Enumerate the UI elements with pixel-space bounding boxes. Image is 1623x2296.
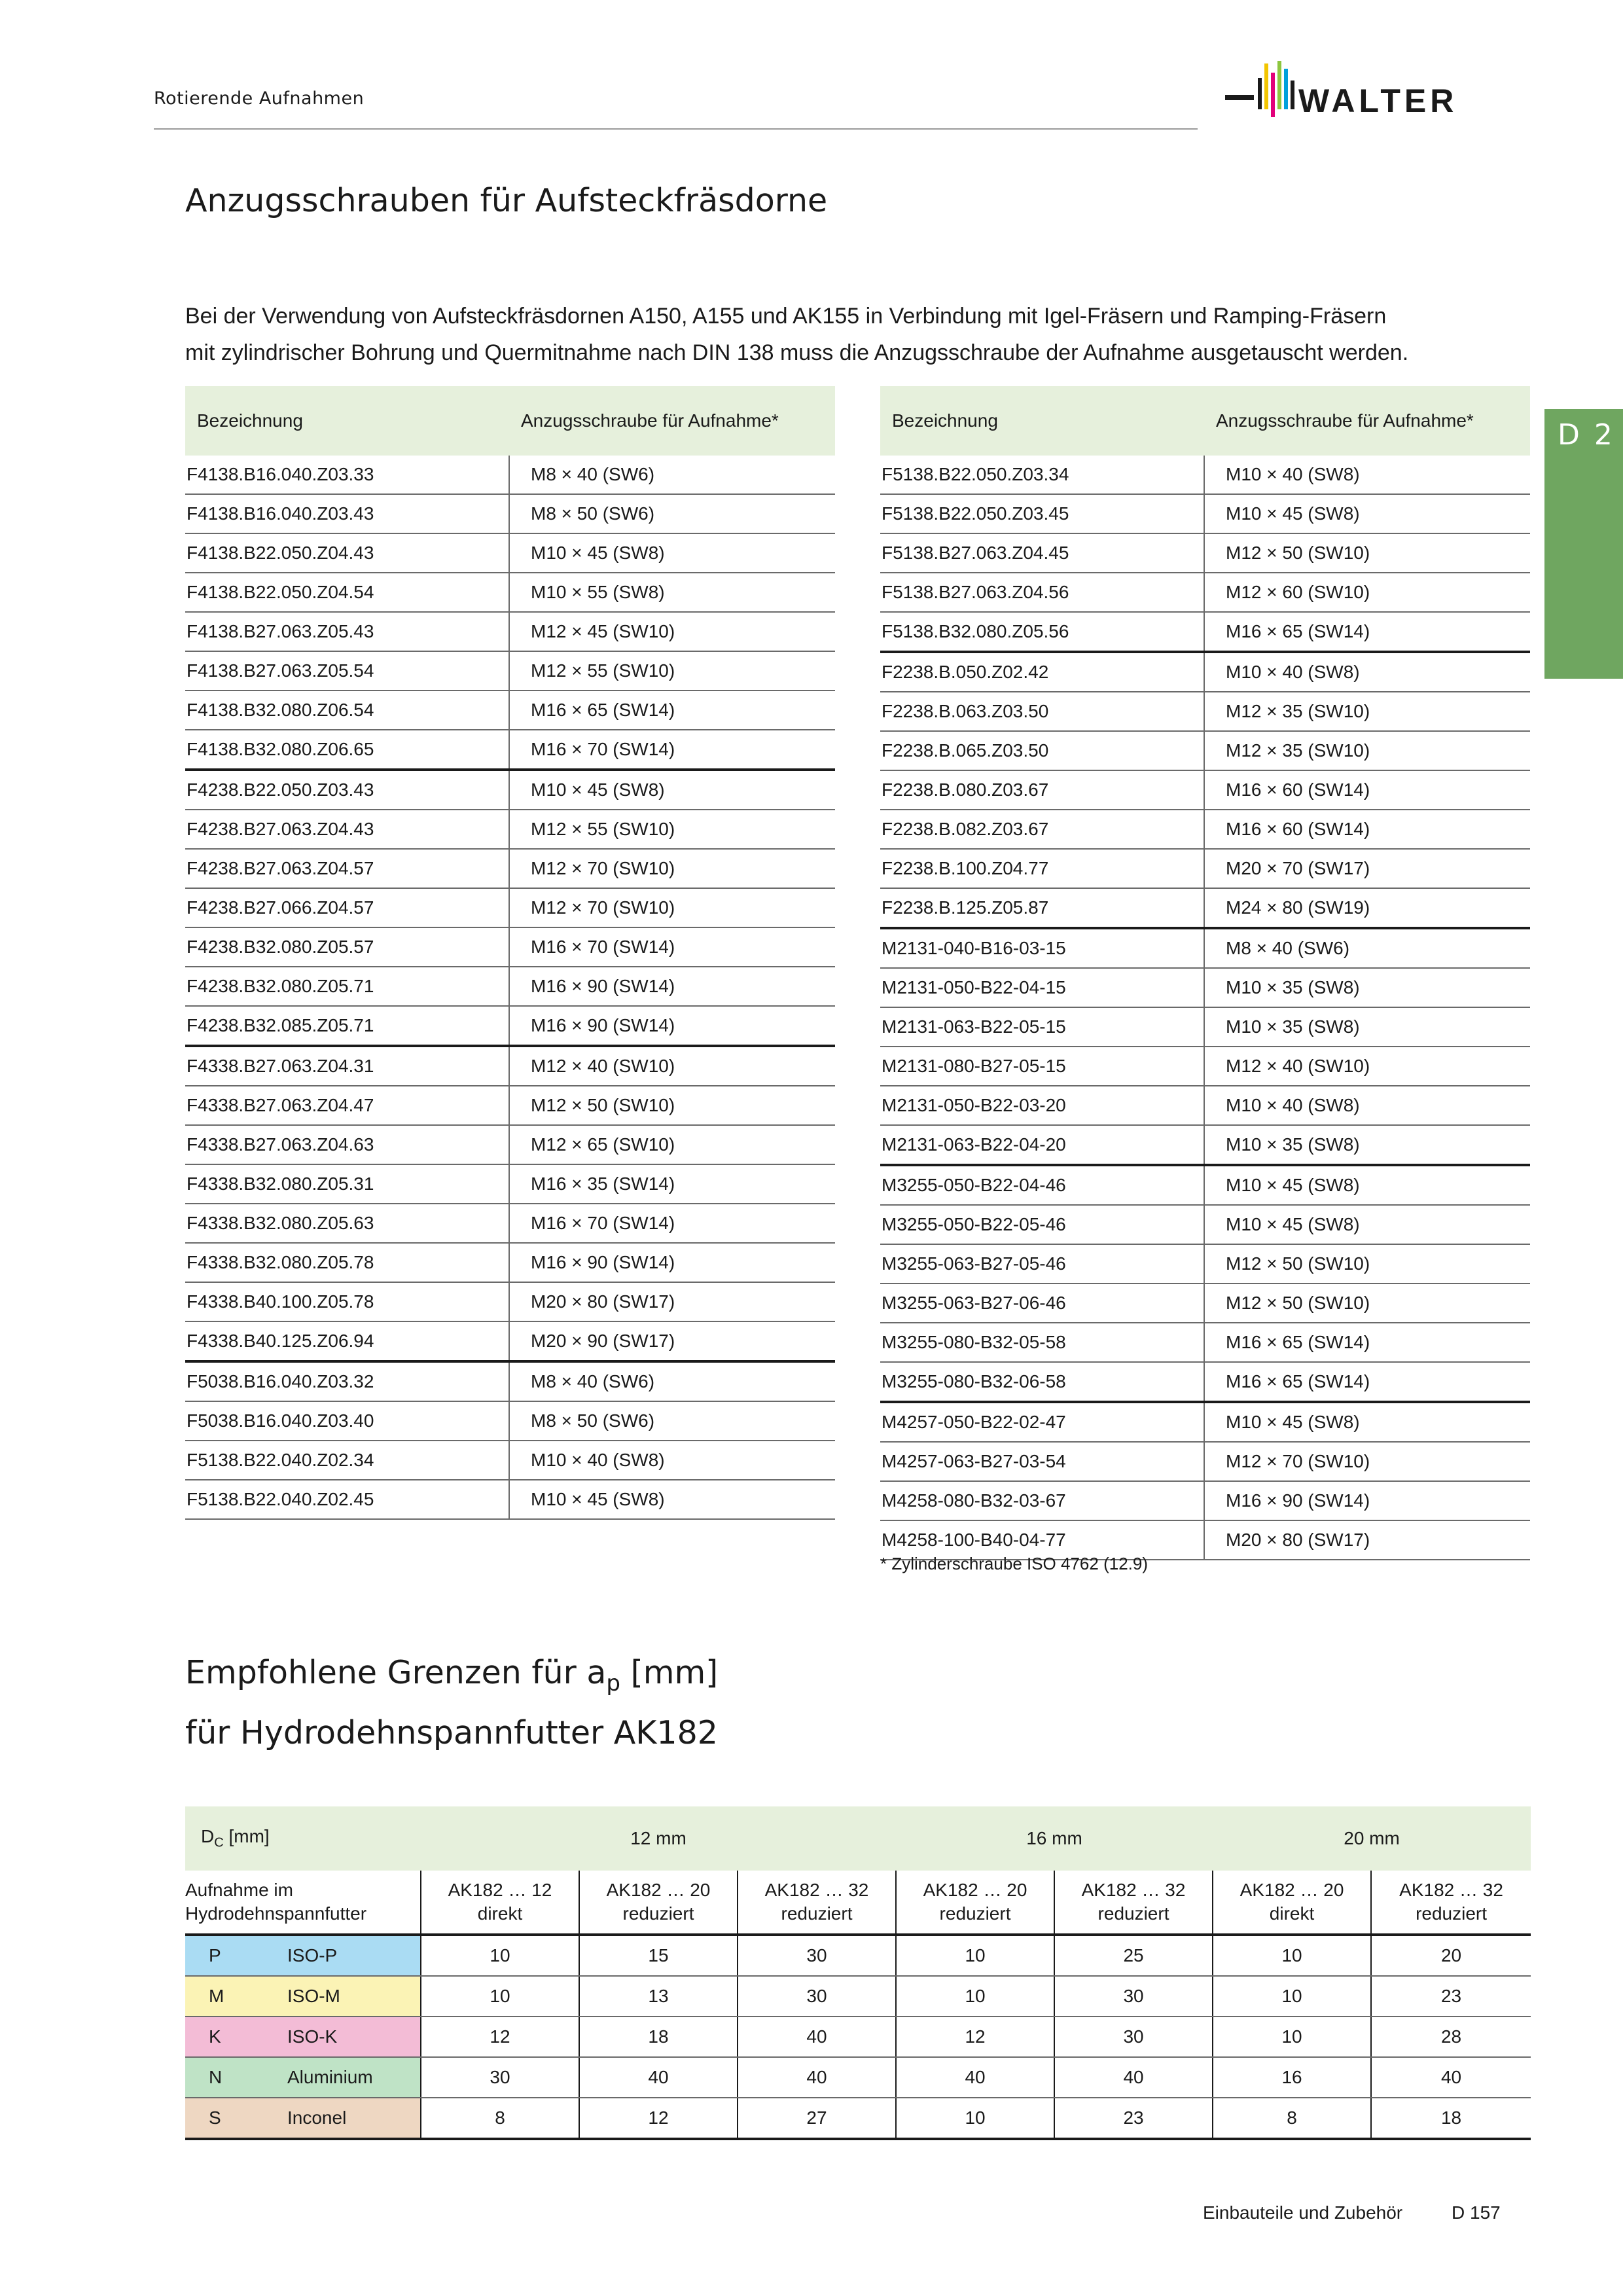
designation-cell: F5138.B22.050.Z03.34 bbox=[880, 456, 1204, 494]
ap-value-cell: 12 bbox=[421, 2017, 579, 2057]
dc-header: $D_C$ [mm] bbox=[185, 1806, 421, 1871]
holder-header: AK182 … 20 reduziert bbox=[579, 1871, 738, 1935]
table-row bbox=[185, 770, 835, 810]
screw-cell: M10 × 45 (SW8) bbox=[1204, 494, 1530, 533]
table-row bbox=[880, 1125, 1530, 1165]
screw-cell: M16 × 70 (SW14) bbox=[509, 730, 835, 770]
designation-cell: M2131-050-B22-03-20 bbox=[880, 1086, 1204, 1125]
table-row bbox=[185, 1441, 835, 1480]
ap-value-cell: 30 bbox=[1054, 2017, 1213, 2057]
screw-cell: M12 × 40 (SW10) bbox=[1204, 1047, 1530, 1086]
title-prefix: Empfohlene Grenzen für a bbox=[185, 1654, 607, 1691]
screw-cell: M16 × 70 (SW14) bbox=[509, 1204, 835, 1243]
designation-cell: M4258-080-B32-03-67 bbox=[880, 1481, 1204, 1520]
ap-value-cell: 10 bbox=[1213, 1935, 1371, 1976]
material-row bbox=[185, 2098, 1531, 2139]
table-row bbox=[185, 888, 835, 927]
material-row bbox=[185, 2057, 1531, 2098]
screw-cell: M10 × 45 (SW8) bbox=[509, 1480, 835, 1519]
ap-value-cell: 10 bbox=[896, 1935, 1054, 1976]
designation-cell: F2238.B.125.Z05.87 bbox=[880, 888, 1204, 928]
ap-limits-table bbox=[185, 1806, 1531, 2140]
ap-value-cell: 30 bbox=[738, 1935, 896, 1976]
diameter-16: 16 mm bbox=[896, 1806, 1213, 1871]
screw-cell: M12 × 55 (SW10) bbox=[509, 810, 835, 849]
holder-header: AK182 … 20 direkt bbox=[1213, 1871, 1371, 1935]
table-row bbox=[880, 1481, 1530, 1520]
material-code: M bbox=[185, 1976, 287, 2017]
diameter-12: 12 mm bbox=[421, 1806, 896, 1871]
screw-cell: M8 × 50 (SW6) bbox=[509, 1401, 835, 1441]
screw-cell: M10 × 40 (SW8) bbox=[509, 1441, 835, 1480]
screw-cell: M8 × 50 (SW6) bbox=[509, 494, 835, 533]
holder-header: AK182 … 20 reduziert bbox=[896, 1871, 1054, 1935]
ap-value-cell: 18 bbox=[1371, 2098, 1531, 2139]
designation-cell: M2131-050-B22-04-15 bbox=[880, 968, 1204, 1007]
section-title-ap bbox=[185, 1648, 718, 1758]
designation-cell: F2238.B.050.Z02.42 bbox=[880, 652, 1204, 692]
designation-cell: M4258-100-B40-04-77 bbox=[880, 1520, 1204, 1560]
screw-cell: M16 × 90 (SW14) bbox=[509, 1243, 835, 1282]
table-row bbox=[880, 1442, 1530, 1481]
screw-cell: M16 × 70 (SW14) bbox=[509, 927, 835, 967]
designation-cell: F5138.B22.040.Z02.45 bbox=[185, 1480, 509, 1519]
table-row bbox=[880, 928, 1530, 968]
table-row bbox=[185, 927, 835, 967]
col-header-designation: Bezeichnung bbox=[880, 386, 1204, 456]
designation-cell: M2131-040-B16-03-15 bbox=[880, 928, 1204, 968]
designation-cell: F4338.B32.080.Z05.31 bbox=[185, 1164, 509, 1204]
diameter-20: 20 mm bbox=[1213, 1806, 1531, 1871]
designation-cell: F4238.B27.066.Z04.57 bbox=[185, 888, 509, 927]
table-row bbox=[880, 849, 1530, 888]
table-row bbox=[880, 612, 1530, 652]
screw-cell: M16 × 90 (SW14) bbox=[509, 967, 835, 1006]
ap-value-cell: 10 bbox=[421, 1976, 579, 2017]
screw-cell: M16 × 60 (SW14) bbox=[1204, 770, 1530, 810]
table-row bbox=[880, 692, 1530, 731]
ap-value-cell: 40 bbox=[738, 2017, 896, 2057]
designation-cell: M3255-063-B27-06-46 bbox=[880, 1283, 1204, 1323]
table-row bbox=[185, 691, 835, 730]
title-subscript: p bbox=[606, 1670, 621, 1696]
ap-value-cell: 40 bbox=[1054, 2057, 1213, 2098]
ap-value-cell: 10 bbox=[1213, 1976, 1371, 2017]
table-row bbox=[880, 1362, 1530, 1402]
ap-value-cell: 23 bbox=[1371, 1976, 1531, 2017]
ap-value-cell: 25 bbox=[1054, 1935, 1213, 1976]
ap-value-cell: 30 bbox=[1054, 1976, 1213, 2017]
title-line-2: für Hydrodehnspannfutter AK182 bbox=[185, 1713, 718, 1751]
table-row bbox=[185, 1321, 835, 1361]
ap-value-cell: 10 bbox=[1213, 2017, 1371, 2057]
table-row bbox=[880, 1165, 1530, 1205]
screw-cell: M12 × 60 (SW10) bbox=[1204, 573, 1530, 612]
material-row bbox=[185, 2017, 1531, 2057]
designation-cell: F4338.B40.100.Z05.78 bbox=[185, 1282, 509, 1321]
designation-cell: F4138.B22.050.Z04.54 bbox=[185, 573, 509, 612]
ap-value-cell: 10 bbox=[421, 1935, 579, 1976]
holder-header: AK182 … 32 reduziert bbox=[1371, 1871, 1531, 1935]
material-code: K bbox=[185, 2017, 287, 2057]
screw-cell: M12 × 70 (SW10) bbox=[1204, 1442, 1530, 1481]
designation-cell: F5038.B16.040.Z03.40 bbox=[185, 1401, 509, 1441]
material-row bbox=[185, 1976, 1531, 2017]
screw-cell: M10 × 35 (SW8) bbox=[1204, 1125, 1530, 1165]
material-code: N bbox=[185, 2057, 287, 2098]
screw-cell: M10 × 40 (SW8) bbox=[1204, 1086, 1530, 1125]
screw-cell: M12 × 50 (SW10) bbox=[509, 1086, 835, 1125]
title-suffix: [mm] bbox=[620, 1654, 719, 1691]
table-row bbox=[880, 968, 1530, 1007]
screw-cell: M20 × 80 (SW17) bbox=[509, 1282, 835, 1321]
designation-cell: F4238.B32.085.Z05.71 bbox=[185, 1006, 509, 1046]
screw-cell: M12 × 45 (SW10) bbox=[509, 612, 835, 651]
designation-cell: M4257-063-B27-03-54 bbox=[880, 1442, 1204, 1481]
table-row bbox=[185, 1164, 835, 1204]
designation-cell: M2131-063-B22-04-20 bbox=[880, 1125, 1204, 1165]
screw-cell: M20 × 80 (SW17) bbox=[1204, 1520, 1530, 1560]
table-row bbox=[880, 1205, 1530, 1244]
table-row bbox=[185, 1480, 835, 1519]
table-row bbox=[880, 1007, 1530, 1047]
ap-value-cell: 12 bbox=[579, 2098, 738, 2139]
table-row bbox=[185, 573, 835, 612]
designation-cell: M2131-080-B27-05-15 bbox=[880, 1047, 1204, 1086]
screw-cell: M12 × 70 (SW10) bbox=[509, 849, 835, 888]
screw-cell: M12 × 65 (SW10) bbox=[509, 1125, 835, 1164]
designation-cell: M3255-080-B32-05-58 bbox=[880, 1323, 1204, 1362]
screw-cell: M12 × 35 (SW10) bbox=[1204, 731, 1530, 770]
screw-cell: M16 × 90 (SW14) bbox=[509, 1006, 835, 1046]
ap-value-cell: 40 bbox=[579, 2057, 738, 2098]
table-row bbox=[185, 1282, 835, 1321]
table-row bbox=[880, 888, 1530, 928]
header-divider bbox=[154, 128, 1198, 130]
designation-cell: F4238.B32.080.Z05.57 bbox=[185, 927, 509, 967]
screw-cell: M16 × 60 (SW14) bbox=[1204, 810, 1530, 849]
holder-header: AK182 … 12 direkt bbox=[421, 1871, 579, 1935]
ap-value-cell: 40 bbox=[738, 2057, 896, 2098]
designation-cell: F4138.B27.063.Z05.54 bbox=[185, 651, 509, 691]
table-row bbox=[185, 1401, 835, 1441]
intro-text bbox=[185, 298, 1481, 371]
screw-cell: M10 × 40 (SW8) bbox=[1204, 652, 1530, 692]
designation-cell: F4338.B27.063.Z04.31 bbox=[185, 1046, 509, 1086]
screw-cell: M12 × 40 (SW10) bbox=[509, 1046, 835, 1086]
table-row bbox=[880, 573, 1530, 612]
ap-value-cell: 30 bbox=[421, 2057, 579, 2098]
ap-value-cell: 8 bbox=[1213, 2098, 1371, 2139]
col-header-screw: Anzugsschraube für Aufnahme* bbox=[509, 386, 835, 456]
screw-cell: M12 × 55 (SW10) bbox=[509, 651, 835, 691]
designation-cell: F4338.B40.125.Z06.94 bbox=[185, 1321, 509, 1361]
screw-cell: M10 × 45 (SW8) bbox=[1204, 1165, 1530, 1205]
table-row bbox=[880, 1402, 1530, 1442]
table-row bbox=[185, 612, 835, 651]
designation-cell: M3255-050-B22-04-46 bbox=[880, 1165, 1204, 1205]
designation-cell: F4238.B27.063.Z04.57 bbox=[185, 849, 509, 888]
material-code: S bbox=[185, 2098, 287, 2139]
table-row bbox=[185, 651, 835, 691]
designation-cell: F4238.B32.080.Z05.71 bbox=[185, 967, 509, 1006]
table-row bbox=[185, 456, 835, 494]
ap-value-cell: 13 bbox=[579, 1976, 738, 2017]
designation-cell: F4338.B32.080.Z05.63 bbox=[185, 1204, 509, 1243]
table-row bbox=[185, 810, 835, 849]
table-row bbox=[185, 1006, 835, 1046]
material-name: Inconel bbox=[287, 2098, 421, 2139]
designation-cell: M3255-080-B32-06-58 bbox=[880, 1362, 1204, 1402]
designation-cell: F4338.B27.063.Z04.47 bbox=[185, 1086, 509, 1125]
screw-cell: M12 × 70 (SW10) bbox=[509, 888, 835, 927]
designation-cell: F2238.B.065.Z03.50 bbox=[880, 731, 1204, 770]
table-footnote: * Zylinderschraube ISO 4762 (12.9) bbox=[880, 1554, 1148, 1573]
screw-cell: M10 × 45 (SW8) bbox=[509, 533, 835, 573]
screw-cell: M16 × 90 (SW14) bbox=[1204, 1481, 1530, 1520]
screw-cell: M12 × 35 (SW10) bbox=[1204, 692, 1530, 731]
screw-cell: M16 × 65 (SW14) bbox=[1204, 1362, 1530, 1402]
intro-line-1: Bei der Verwendung von Aufsteckfräsdornen A150, A155 und AK155 in Verbindung mit Igel-Fräsern und Ramping-Fräsern bbox=[185, 304, 1387, 329]
screw-cell: M10 × 40 (SW8) bbox=[1204, 456, 1530, 494]
table-row bbox=[880, 1086, 1530, 1125]
table-row bbox=[185, 1125, 835, 1164]
footer-section: Einbauteile und Zubehör bbox=[1203, 2202, 1403, 2223]
designation-cell: F5138.B32.080.Z05.56 bbox=[880, 612, 1204, 652]
table-row bbox=[185, 1361, 835, 1401]
screw-cell: M10 × 45 (SW8) bbox=[1204, 1205, 1530, 1244]
holder-label: Aufnahme im Hydrodehnspannfutter bbox=[185, 1871, 421, 1935]
designation-cell: F4138.B16.040.Z03.43 bbox=[185, 494, 509, 533]
screw-cell: M10 × 35 (SW8) bbox=[1204, 1007, 1530, 1047]
screw-cell: M10 × 55 (SW8) bbox=[509, 573, 835, 612]
screw-cell: M12 × 50 (SW10) bbox=[1204, 1244, 1530, 1283]
screw-cell: M8 × 40 (SW6) bbox=[509, 456, 835, 494]
designation-cell: F4138.B16.040.Z03.33 bbox=[185, 456, 509, 494]
designation-cell: F5138.B27.063.Z04.56 bbox=[880, 573, 1204, 612]
designation-cell: F2238.B.063.Z03.50 bbox=[880, 692, 1204, 731]
designation-cell: F4138.B27.063.Z05.43 bbox=[185, 612, 509, 651]
ap-value-cell: 8 bbox=[421, 2098, 579, 2139]
table-row bbox=[880, 810, 1530, 849]
table-row bbox=[185, 1204, 835, 1243]
screw-cell: M16 × 65 (SW14) bbox=[509, 691, 835, 730]
screw-cell: M8 × 40 (SW6) bbox=[1204, 928, 1530, 968]
table-row bbox=[185, 967, 835, 1006]
designation-cell: M3255-050-B22-05-46 bbox=[880, 1205, 1204, 1244]
page-number: D 157 bbox=[1452, 2202, 1501, 2223]
screw-cell: M10 × 45 (SW8) bbox=[1204, 1402, 1530, 1442]
chapter-tab bbox=[1544, 409, 1623, 679]
material-code: P bbox=[185, 1935, 287, 1976]
screw-cell: M20 × 90 (SW17) bbox=[509, 1321, 835, 1361]
section-header: Rotierende Aufnahmen bbox=[154, 88, 365, 109]
screw-cell: M16 × 65 (SW14) bbox=[1204, 612, 1530, 652]
ap-value-cell: 16 bbox=[1213, 2057, 1371, 2098]
material-name: Aluminium bbox=[287, 2057, 421, 2098]
table-row bbox=[185, 1046, 835, 1086]
col-header-screw: Anzugsschraube für Aufnahme* bbox=[1204, 386, 1530, 456]
table-row bbox=[880, 731, 1530, 770]
screw-cell: M20 × 70 (SW17) bbox=[1204, 849, 1530, 888]
screw-cell: M24 × 80 (SW19) bbox=[1204, 888, 1530, 928]
table-row bbox=[880, 1047, 1530, 1086]
ap-value-cell: 40 bbox=[1371, 2057, 1531, 2098]
designation-cell: M4257-050-B22-02-47 bbox=[880, 1402, 1204, 1442]
holder-header: AK182 … 32 reduziert bbox=[738, 1871, 896, 1935]
walter-logo bbox=[1225, 61, 1500, 134]
designation-cell: M3255-063-B27-05-46 bbox=[880, 1244, 1204, 1283]
table-row bbox=[185, 730, 835, 770]
table-row bbox=[185, 849, 835, 888]
material-row bbox=[185, 1935, 1531, 1976]
table-row bbox=[880, 533, 1530, 573]
material-name: ISO-K bbox=[287, 2017, 421, 2057]
ap-value-cell: 10 bbox=[896, 2098, 1054, 2139]
designation-cell: M2131-063-B22-05-15 bbox=[880, 1007, 1204, 1047]
designation-cell: F4238.B22.050.Z03.43 bbox=[185, 770, 509, 810]
table-row bbox=[880, 1323, 1530, 1362]
ap-value-cell: 40 bbox=[896, 2057, 1054, 2098]
holder-header: AK182 … 32 reduziert bbox=[1054, 1871, 1213, 1935]
intro-line-2: mit zylindrischer Bohrung und Quermitnahme nach DIN 138 muss die Anzugsschraube der Aufnahme ausgetauscht werden. bbox=[185, 340, 1409, 365]
material-name: ISO-M bbox=[287, 1976, 421, 2017]
designation-cell: F5138.B22.040.Z02.34 bbox=[185, 1441, 509, 1480]
designation-cell: F4338.B27.063.Z04.63 bbox=[185, 1125, 509, 1164]
designation-cell: F4138.B22.050.Z04.43 bbox=[185, 533, 509, 573]
ap-value-cell: 20 bbox=[1371, 1935, 1531, 1976]
col-header-designation: Bezeichnung bbox=[185, 386, 509, 456]
screw-cell: M12 × 50 (SW10) bbox=[1204, 533, 1530, 573]
screw-table-left bbox=[185, 386, 835, 1520]
screw-cell: M16 × 65 (SW14) bbox=[1204, 1323, 1530, 1362]
ap-value-cell: 23 bbox=[1054, 2098, 1213, 2139]
ap-value-cell: 30 bbox=[738, 1976, 896, 2017]
table-row bbox=[880, 456, 1530, 494]
table-row bbox=[880, 1244, 1530, 1283]
designation-cell: F5138.B27.063.Z04.45 bbox=[880, 533, 1204, 573]
designation-cell: F2238.B.080.Z03.67 bbox=[880, 770, 1204, 810]
designation-cell: F4238.B27.063.Z04.43 bbox=[185, 810, 509, 849]
section-title: Anzugsschrauben für Aufsteckfräsdorne bbox=[185, 182, 828, 219]
designation-cell: F2238.B.100.Z04.77 bbox=[880, 849, 1204, 888]
designation-cell: F5038.B16.040.Z03.32 bbox=[185, 1361, 509, 1401]
ap-value-cell: 18 bbox=[579, 2017, 738, 2057]
ap-value-cell: 27 bbox=[738, 2098, 896, 2139]
designation-cell: F4338.B32.080.Z05.78 bbox=[185, 1243, 509, 1282]
screw-cell: M12 × 50 (SW10) bbox=[1204, 1283, 1530, 1323]
ap-value-cell: 28 bbox=[1371, 2017, 1531, 2057]
designation-cell: F2238.B.082.Z03.67 bbox=[880, 810, 1204, 849]
logo-text: WALTER bbox=[1298, 82, 1458, 119]
table-row bbox=[880, 770, 1530, 810]
table-row bbox=[185, 1243, 835, 1282]
ap-value-cell: 12 bbox=[896, 2017, 1054, 2057]
designation-cell: F5138.B22.050.Z03.45 bbox=[880, 494, 1204, 533]
ap-value-cell: 15 bbox=[579, 1935, 738, 1976]
screw-table-right bbox=[880, 386, 1530, 1560]
table-row bbox=[880, 1283, 1530, 1323]
screw-cell: M8 × 40 (SW6) bbox=[509, 1361, 835, 1401]
screw-cell: M10 × 45 (SW8) bbox=[509, 770, 835, 810]
table-row bbox=[880, 652, 1530, 692]
ap-value-cell: 10 bbox=[896, 1976, 1054, 2017]
designation-cell: F4138.B32.080.Z06.54 bbox=[185, 691, 509, 730]
screw-cell: M10 × 35 (SW8) bbox=[1204, 968, 1530, 1007]
table-row bbox=[185, 494, 835, 533]
screw-cell: M16 × 35 (SW14) bbox=[509, 1164, 835, 1204]
table-row bbox=[185, 533, 835, 573]
table-row bbox=[880, 494, 1530, 533]
material-name: ISO-P bbox=[287, 1935, 421, 1976]
table-row bbox=[185, 1086, 835, 1125]
designation-cell: F4138.B32.080.Z06.65 bbox=[185, 730, 509, 770]
chapter-tab-label: D 2 bbox=[1558, 418, 1615, 452]
